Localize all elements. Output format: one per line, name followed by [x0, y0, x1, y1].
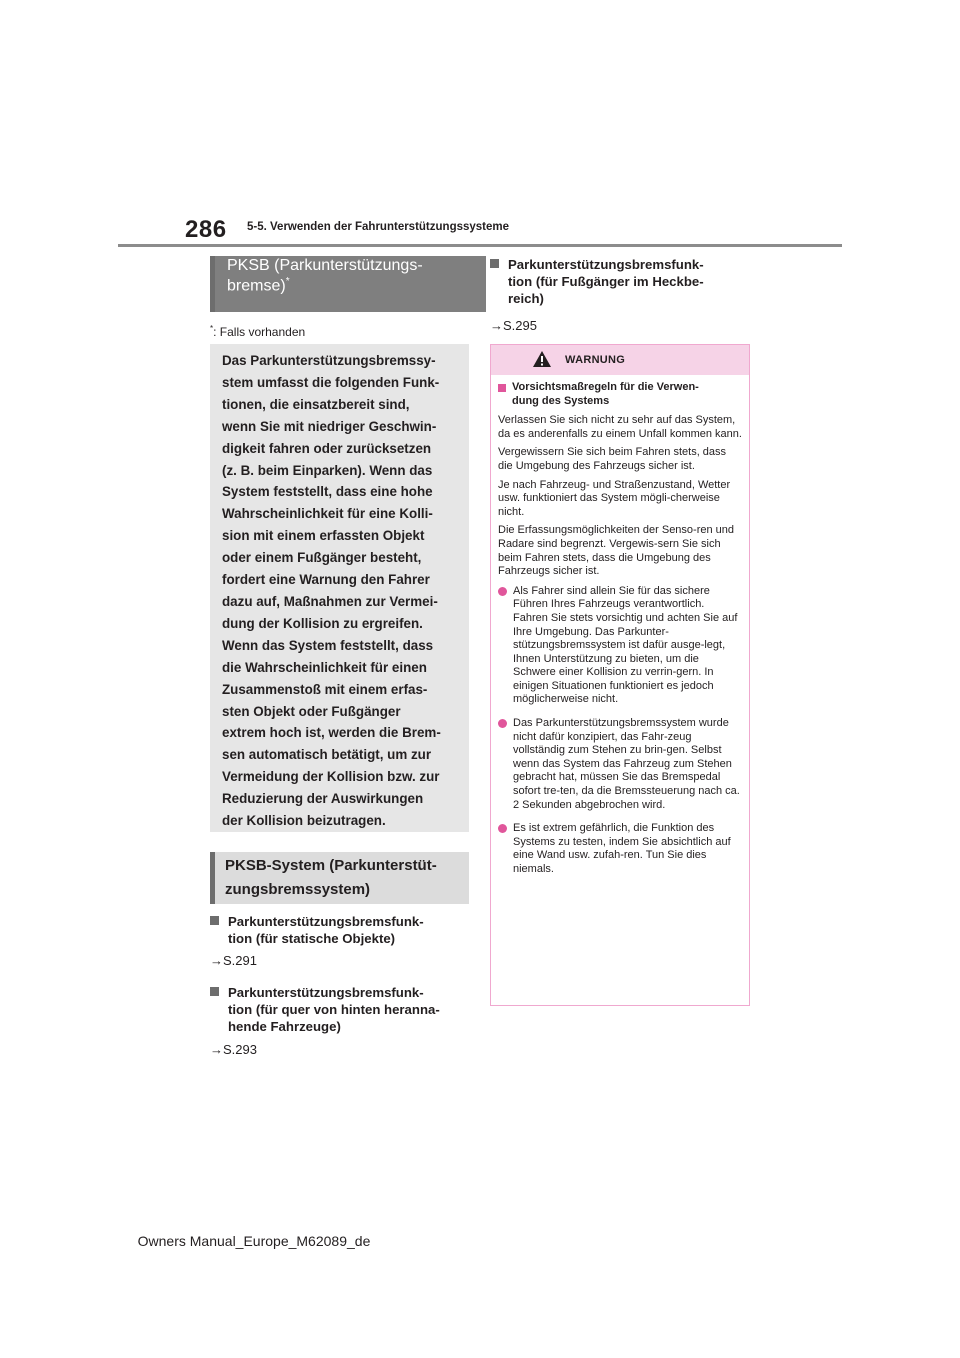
function-title-line: reich)	[508, 291, 544, 306]
heading-pksb-system-line2: zungsbremssystem)	[225, 881, 371, 898]
warning-paragraph: Die Erfassungsmöglichkeiten der Senso-ren und Radare sind begrenzt. Vergewis-sern Sie sich beim Fahren stets, dass die Umgebung des Fahrzeugs sicher ist.	[498, 524, 735, 578]
page-reference-link[interactable]: →S.291	[210, 953, 257, 968]
function-title-line: tion (für statische Objekte)	[228, 931, 396, 946]
intro-line: sten Objekt oder Fußgänger	[222, 703, 401, 719]
section-title: 5-5. Verwenden der Fahrunterstützungssysteme	[247, 221, 510, 233]
function-title-line: hende Fahrzeuge)	[228, 1019, 341, 1034]
warning-box	[490, 344, 750, 1006]
function-item-cross-traffic	[210, 984, 472, 1035]
intro-line: System feststellt, dass eine hohe	[222, 484, 433, 500]
function-title-line: tion (für quer von hinten heranna-	[228, 1002, 440, 1017]
intro-line: Vermeidung der Kollision bzw. zur	[222, 769, 440, 785]
warning-bullet-text: Als Fahrer sind allein Sie für das sichere Führen Ihres Fahrzeugs verantwortlich. Fahren Sie stets vorsichtig und achten Sie auf Ihre Umgebung. Das Parkunter-stützungsbremssystem ist dafür ausge-legt, Ihnen Unterstützung zu bieten, um die Schwere einer Kollision zu verrin-gern. In einigen Situationen funktioniert es jedoch möglicherweise nicht.	[513, 584, 738, 706]
bullet-dot-icon	[498, 719, 507, 728]
warning-subheading-line: Vorsichtsmaßregeln für die Verwen-	[512, 381, 699, 393]
intro-line: oder einem Fußgänger besteht,	[222, 550, 422, 566]
bullet-dot-icon	[498, 824, 507, 833]
heading-pksb-system-line1: PKSB-System (Parkunterstüt-	[225, 857, 437, 874]
warning-bullet	[498, 822, 742, 876]
intro-line: dazu auf, Maßnahmen zur Vermei-	[222, 593, 438, 609]
heading-pksb-system	[210, 852, 469, 904]
bullet-dot-icon	[498, 587, 507, 596]
function-title-line: Parkunterstützungsbremsfunk-	[228, 985, 424, 1000]
heading-pksb	[210, 256, 486, 312]
footer	[0, 1233, 960, 1249]
warning-body	[491, 375, 749, 877]
header-divider	[118, 244, 842, 247]
square-bullet-icon	[210, 987, 222, 997]
heading-footnote-mark: *	[285, 276, 290, 287]
square-bullet-icon	[498, 384, 506, 392]
heading-pksb-line2-wrap	[227, 275, 486, 295]
intro-line: sen automatisch betätigt, um zur	[222, 747, 432, 763]
function-title-line: Parkunterstützungsbremsfunk-	[508, 257, 704, 272]
footnote-text: : Falls vorhanden	[213, 325, 306, 339]
function-title	[228, 984, 440, 1035]
intro-line: wenn Sie mit niedriger Geschwin-	[222, 418, 437, 434]
page-reference-link[interactable]: →S.293	[210, 1042, 257, 1057]
function-title-line: Parkunterstützungsbremsfunk-	[228, 914, 424, 929]
intro-line: stem umfasst die folgenden Funk-	[222, 374, 440, 390]
intro-line: tionen, die einsatzbereit sind,	[222, 396, 410, 412]
warning-subheading-line: dung des Systems	[512, 394, 610, 407]
footnote	[210, 324, 305, 339]
heading-pksb-line2: bremse)	[227, 277, 286, 295]
intro-line: Reduzierung der Auswirkungen	[222, 791, 424, 807]
intro-line: Zusammenstoß mit einem erfas-	[222, 681, 428, 697]
warning-title: WARNUNG	[565, 354, 626, 366]
intro-line: Wahrscheinlichkeit für eine Kolli-	[222, 506, 433, 522]
intro-line: die Wahrscheinlichkeit für einen	[222, 659, 427, 675]
warning-paragraph: Vergewissern Sie sich beim Fahren stets, dass die Umgebung des Fahrzeugs sicher ist.	[498, 446, 727, 472]
page-reference-link[interactable]: →S.295	[490, 318, 537, 333]
heading-pksb-line1: PKSB (Parkunterstützungs-	[227, 257, 423, 274]
intro-line: der Kollision beizutragen.	[222, 813, 386, 829]
intro-line: digkeit fahren oder zurücksetzen	[222, 440, 432, 456]
intro-box	[210, 344, 469, 832]
warning-paragraph: Je nach Fahrzeug- und Straßenzustand, Wetter usw. funktioniert das System mögli-cherweise nicht.	[498, 478, 731, 518]
warning-bullet-text: Es ist extrem gefährlich, die Funktion des Systems zu testen, indem Sie absichtlich auf eine Wand usw. zufah-ren. Tun Sie dies niemals.	[513, 822, 731, 875]
intro-line: Das Parkunterstützungsbremssy-	[222, 353, 436, 368]
warning-header	[491, 345, 749, 375]
page-number: 286	[185, 216, 227, 243]
footer-text: Owners Manual_Europe_M62089_de	[137, 1233, 371, 1249]
function-title	[508, 256, 704, 307]
warning-subheading	[498, 381, 742, 408]
function-title	[228, 913, 424, 947]
intro-line: Wenn das System feststellt, dass	[222, 637, 434, 653]
intro-line: dung der Kollision zu ergreifen.	[222, 615, 423, 631]
function-item-static	[210, 913, 472, 947]
intro-line: sion mit einem erfassten Objekt	[222, 528, 425, 544]
intro-line: fordert eine Warnung den Fahrer	[222, 572, 430, 588]
warning-bullet-text: Das Parkunterstützungsbremssystem wurde nicht dafür konzipiert, das Fahr-zeug vollständig zum Stehen zu brin-gen. Selbst wenn das System das Fahrzeug zum Stehen gebracht hat, müssen Sie das Bremspedal sofort tre-ten, da die Bremssteuerung nach ca. 2 Sekunden abgebrochen wird.	[513, 717, 740, 811]
warning-bullet	[498, 717, 742, 812]
function-item-pedestrians	[490, 256, 752, 307]
warning-triangle-icon	[532, 350, 552, 368]
warning-paragraph: Verlassen Sie sich nicht zu sehr auf das System, da es anderenfalls zu einem Unfall kommen kann.	[498, 414, 742, 440]
square-bullet-icon	[210, 916, 222, 926]
intro-line: extrem hoch ist, werden die Brem-	[222, 725, 441, 741]
function-title-line: tion (für Fußgänger im Heckbe-	[508, 274, 704, 289]
square-bullet-icon	[490, 259, 502, 269]
intro-line: (z. B. beim Einparken). Wenn das	[222, 462, 433, 478]
warning-bullet	[498, 585, 742, 707]
footnote-mark: *	[210, 324, 214, 333]
